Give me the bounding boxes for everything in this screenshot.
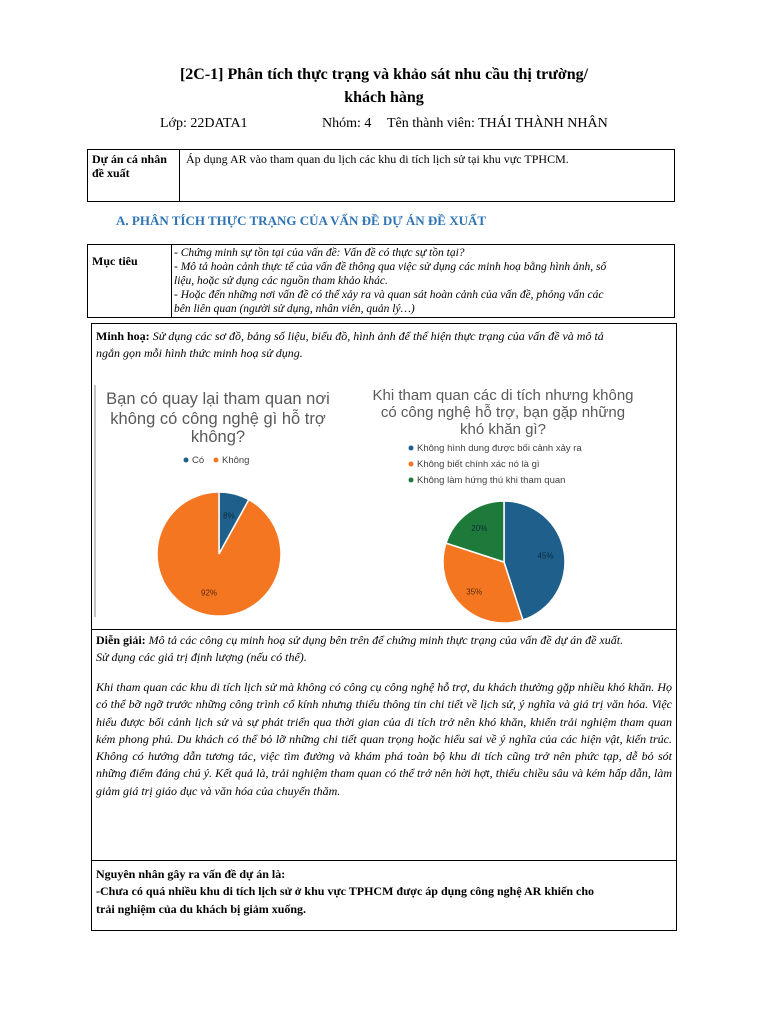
chart-1-pie xyxy=(157,492,281,616)
chart-1-title-line-2: không có công nghệ gì hỗ trợ xyxy=(110,410,326,428)
objectives-line-1: - Chứng minh sự tồn tại của vấn đề: Vấn đề có thực sự tồn tại? xyxy=(174,247,465,259)
chart-1-title-line-3: không? xyxy=(190,428,246,446)
legend-label-3: Không làm hứng thú khi tham quan xyxy=(417,475,566,486)
explanation-paragraph: Khi tham quan các khu di tích lịch sử mà không có công cụ công nghệ hỗ trợ, du khách thường gặp nhiều khó khăn. Họ có thể bỡ ngỡ trước những công trình cổ kính nhưng thiếu thông tin chi tiết về lịch sử, ý nghĩa và giá trị văn hóa. Việc hiểu được bối cảnh lịch sử và sự phát triển qua thời gian của di tích trở nên khó khăn, khiến trải nghiệm tham quan kém phong phú. Du khách có thể bỏ lỡ những chi tiết quan trọng hoặc hiểu sai về ý nghĩa của các hiện vật, kiến trúc. Không có hướng dẫn tương tác, việc tìm đường và khám phá toàn bộ khu di tích cũng trở nên phức tạp, dễ bỏ sót những điểm đáng chú ý. Kết quả là, trải nghiệm tham quan có thể trở nên hời hợt, thiếu chiều sâu và kém hấp dẫn, làm giảm giá trị giáo dục và văn hóa của chuyến thăm. xyxy=(96,680,672,798)
objectives-label: Mục tiêu xyxy=(92,254,138,268)
objectives-line-5: bên liên quan (người sử dụng, nhân viên, quản lý…) xyxy=(174,303,415,315)
page-title: [2C-1] Phân tích thực trạng và khảo sát nhu cầu thị trường/ xyxy=(179,66,589,83)
explanation-description-1: Mô tả các công cụ minh hoạ sử dụng bên trên để chứng minh thực trạng của vấn đề dự án đề xuất. xyxy=(148,633,624,647)
chart-1-title-line-1: Bạn có quay lại tham quan nơi xyxy=(106,390,330,408)
legend-label-1: Không hình dung được bối cảnh xảy ra xyxy=(417,443,582,454)
cause-label: Nguyên nhân gây ra vấn đề dự án là: xyxy=(96,867,286,881)
project-value: Áp dụng AR vào tham quan du lịch các khu di tích lịch sử tại khu vực TPHCM. xyxy=(186,152,569,166)
charts-area xyxy=(92,375,676,628)
class-label: Lớp: 22DATA1 xyxy=(160,116,248,131)
cause-line-1: -Chưa có quá nhiều khu di tích lịch sử ở khu vực TPHCM được áp dụng công nghệ AR khiến cho xyxy=(96,884,594,898)
project-label: Dự án cá nhân đề xuất xyxy=(92,152,167,180)
chart-2-title-line-3: khó khăn gì? xyxy=(460,421,546,438)
explanation-label: Diễn giải: xyxy=(96,633,146,647)
explanation-header xyxy=(96,632,672,666)
chart-2-title-line-1: Khi tham quan các di tích nhưng không xyxy=(372,387,634,404)
explanation-description-2: Sử dụng các giá trị định lượng (nếu có thể). xyxy=(96,650,307,664)
legend-marker-3 xyxy=(409,478,414,483)
pie-slice-label-1: 8% xyxy=(223,511,235,521)
pie-slice-label-2: 92% xyxy=(201,588,218,598)
legend-label-2: Không xyxy=(222,455,250,466)
legend-marker-2 xyxy=(409,462,414,467)
section-a-heading: A. PHÂN TÍCH THỰC TRẠNG CỦA VẤN ĐỀ DỰ ÁN ĐỀ XUẤT xyxy=(116,213,487,228)
legend-label-2: Không biết chính xác nó là gì xyxy=(417,459,540,470)
chart-2-pie xyxy=(443,501,565,623)
legend-label-1: Có xyxy=(192,455,205,466)
illustration-label: Minh hoạ: xyxy=(96,329,150,343)
objectives-line-4: - Hoặc đến những nơi vấn đề có thể xảy ra và quan sát hoàn cảnh của vấn đề, phỏng vấn các xyxy=(174,289,604,301)
legend-marker-2 xyxy=(214,458,219,463)
illustration-description-1: Sử dụng các sơ đồ, bảng số liệu, biểu đồ, hình ảnh để thể hiện thực trạng của vấn đề và mô tả xyxy=(152,329,604,343)
objectives-line-3: liệu, hoặc sử dụng các nguồn tham khảo khác. xyxy=(174,275,388,287)
legend-marker-1 xyxy=(409,446,414,451)
pie-slice-label-2: 35% xyxy=(466,587,483,597)
legend-marker-1 xyxy=(184,458,189,463)
chart-2-title-line-2: có công nghệ hỗ trợ, bạn gặp những xyxy=(380,404,626,421)
pie-slice-2 xyxy=(157,492,281,616)
pie-slice-label-3: 20% xyxy=(471,524,488,534)
page-title-line2: khách hàng xyxy=(344,89,424,106)
objectives-line-2: - Mô tả hoàn cảnh thực tế của vấn đề thông qua việc sử dụng các minh hoạ bằng hình ảnh, số xyxy=(174,261,607,273)
illustration-description-2: ngắn gọn mỗi hình thức minh hoạ sử dụng. xyxy=(96,346,303,360)
pie-slice-label-1: 45% xyxy=(537,551,554,561)
illustration-text xyxy=(96,328,670,362)
members-label: Tên thành viên: THÁI THÀNH NHÂN xyxy=(387,116,608,131)
group-label: Nhóm: 4 xyxy=(322,116,372,131)
cause-line-2: trải nghiệm của du khách bị giảm xuống. xyxy=(96,902,307,916)
